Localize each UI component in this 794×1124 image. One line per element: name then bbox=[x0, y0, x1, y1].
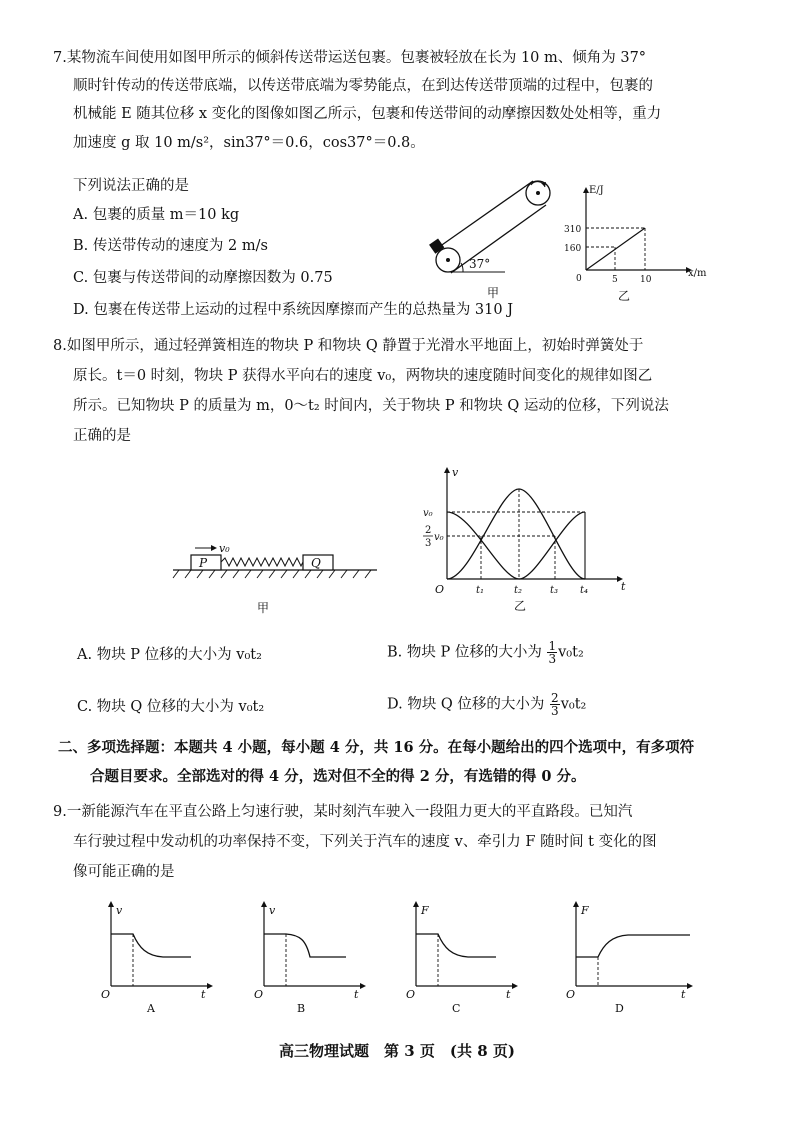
q7-figure-jia bbox=[425, 175, 555, 300]
caption-yi: 乙 bbox=[618, 289, 631, 303]
q8-option-d-fraction bbox=[550, 692, 560, 717]
xlabel: t bbox=[681, 988, 686, 1001]
page-footer: 高三物理试题 第 3 页 (共 8 页) bbox=[279, 1042, 515, 1060]
q9-graph-c bbox=[400, 898, 525, 1018]
q7-prompt: 下列说法正确的是 bbox=[73, 178, 189, 194]
q9-line1: 9.一新能源汽车在平直公路上匀速行驶，某时刻汽车驶入一段阻力更大的平直路段。已知汽 bbox=[53, 804, 633, 820]
xtick-10: 10 bbox=[640, 275, 652, 285]
ylabel: v bbox=[452, 466, 459, 479]
origin: O bbox=[254, 988, 264, 1001]
q8-option-b bbox=[387, 640, 584, 665]
xtick-t2: t₂ bbox=[514, 585, 523, 596]
q8-line4: 正确的是 bbox=[73, 428, 131, 444]
ytick-310: 310 bbox=[564, 225, 582, 235]
caption-b: B bbox=[297, 1002, 306, 1015]
q9-line2: 车行驶过程中发动机的功率保持不变，下列关于汽车的速度 v、牵引力 F 随时间 t 变化的图 bbox=[73, 834, 657, 850]
curve-p bbox=[447, 512, 585, 579]
origin: 0 bbox=[576, 274, 582, 284]
caption-c: C bbox=[452, 1002, 461, 1015]
origin: O bbox=[435, 583, 445, 596]
ylabel: F bbox=[421, 904, 429, 917]
ylabel: v bbox=[269, 904, 276, 917]
ytick-frac-tail: v₀ bbox=[434, 532, 444, 543]
xlabel: x/m bbox=[688, 268, 707, 279]
q7-line2: 顺时针传动的传送带底端，以传送带底端为零势能点，在到达传送带顶端的过程中，包裹的 bbox=[73, 78, 653, 94]
xtick-t4: t₄ bbox=[580, 585, 589, 596]
xtick-t1: t₁ bbox=[476, 585, 485, 596]
caption-d: D bbox=[615, 1002, 624, 1015]
origin: O bbox=[406, 988, 416, 1001]
q8-line1: 8.如图甲所示，通过轻弹簧相连的物块 P 和物块 Q 静置于光滑水平地面上，初始时弹簧处于 bbox=[53, 338, 644, 354]
caption-a: A bbox=[147, 1002, 155, 1015]
q8-figure-jia bbox=[165, 535, 385, 620]
ytick-frac-num: 2 bbox=[425, 525, 432, 536]
ytick-frac-den: 3 bbox=[425, 538, 432, 549]
package-block bbox=[429, 238, 444, 253]
q8-option-b-tail: v₀t₂ bbox=[558, 644, 584, 661]
label-p: P bbox=[199, 556, 208, 570]
fraction-denominator: 3 bbox=[548, 652, 557, 666]
label-q: Q bbox=[311, 556, 321, 570]
q7-line3: 机械能 E 随其位移 x 变化的图像如图乙所示，包裹和传送带间的动摩擦因数处处相等，重力 bbox=[73, 106, 662, 122]
ylabel: E/J bbox=[589, 185, 604, 196]
q8-line2: 原长。t＝0 时刻，物块 P 获得水平向右的速度 v₀，两物块的速度随时间变化的规律如图乙 bbox=[73, 368, 653, 384]
q7-line1: 7.某物流车间使用如图甲所示的倾斜传送带运送包裹。包裹被轻放在长为 10 m、倾角为 37° bbox=[53, 50, 647, 66]
q8-option-a: A. 物块 P 位移的大小为 v₀t₂ bbox=[77, 647, 262, 663]
q8-line3: 所示。已知物块 P 的质量为 m，0～t₂ 时间内，关于物块 P 和物块 Q 运动的位移，下列说法 bbox=[73, 398, 669, 414]
caption-yi: 乙 bbox=[514, 599, 527, 613]
fraction-numerator: 1 bbox=[548, 639, 557, 653]
xlabel: t bbox=[354, 988, 359, 1001]
q7-line4: 加速度 g 取 10 m/s²，sin37°＝0.6，cos37°＝0.8。 bbox=[73, 135, 425, 151]
q7-option-c: C. 包裹与传送带间的动摩擦因数为 0.75 bbox=[73, 270, 333, 286]
section2-line2: 合题目要求。全部选对的得 4 分，选对但不全的得 2 分，有选错的得 0 分。 bbox=[90, 768, 586, 785]
ytick-160: 160 bbox=[564, 244, 582, 254]
fraction-numerator: 2 bbox=[551, 691, 559, 705]
q8-option-d-text: D. 物块 Q 位移的大小为 bbox=[387, 696, 545, 713]
ytick-v0: v₀ bbox=[423, 508, 433, 519]
q8-figure-yi bbox=[415, 462, 635, 612]
xtick-t3: t₃ bbox=[550, 585, 559, 596]
caption-jia: 甲 bbox=[257, 601, 270, 615]
origin: O bbox=[101, 988, 111, 1001]
curve-q bbox=[447, 489, 585, 579]
q9-graph-b bbox=[248, 898, 373, 1018]
q8-option-b-text: B. 物块 P 位移的大小为 bbox=[387, 644, 542, 661]
q7-option-d: D. 包裹在传送带上运动的过程中系统因摩擦而产生的总热量为 310 J bbox=[73, 302, 514, 318]
xlabel: t bbox=[201, 988, 206, 1001]
q8-option-b-fraction bbox=[547, 640, 557, 665]
q9-line3: 像可能正确的是 bbox=[73, 864, 175, 880]
origin: O bbox=[566, 988, 576, 1001]
q7-option-b: B. 传送带传动的速度为 2 m/s bbox=[73, 238, 268, 254]
q8-option-d-tail: v₀t₂ bbox=[560, 696, 587, 713]
v0-arrow-label: v₀ bbox=[219, 542, 230, 555]
ylabel: v bbox=[116, 904, 123, 917]
fraction-denominator: 3 bbox=[551, 704, 559, 718]
xlabel: t bbox=[506, 988, 511, 1001]
q9-graph-d bbox=[560, 898, 700, 1018]
xtick-5: 5 bbox=[612, 275, 618, 285]
angle-label: 37° bbox=[469, 257, 491, 271]
spring bbox=[221, 558, 303, 566]
section2-line1: 二、多项选择题：本题共 4 小题，每小题 4 分，共 16 分。在每小题给出的四个选项中，有多项符 bbox=[58, 739, 695, 756]
q8-option-d bbox=[387, 692, 586, 717]
ylabel: F bbox=[581, 904, 589, 917]
q7-figure-yi bbox=[564, 180, 710, 305]
q9-graph-a bbox=[95, 898, 220, 1018]
caption-jia: 甲 bbox=[487, 286, 500, 300]
q7-option-a: A. 包裹的质量 m＝10 kg bbox=[73, 207, 240, 223]
xlabel: t bbox=[621, 580, 626, 593]
q8-option-c: C. 物块 Q 位移的大小为 v₀t₂ bbox=[77, 699, 265, 715]
